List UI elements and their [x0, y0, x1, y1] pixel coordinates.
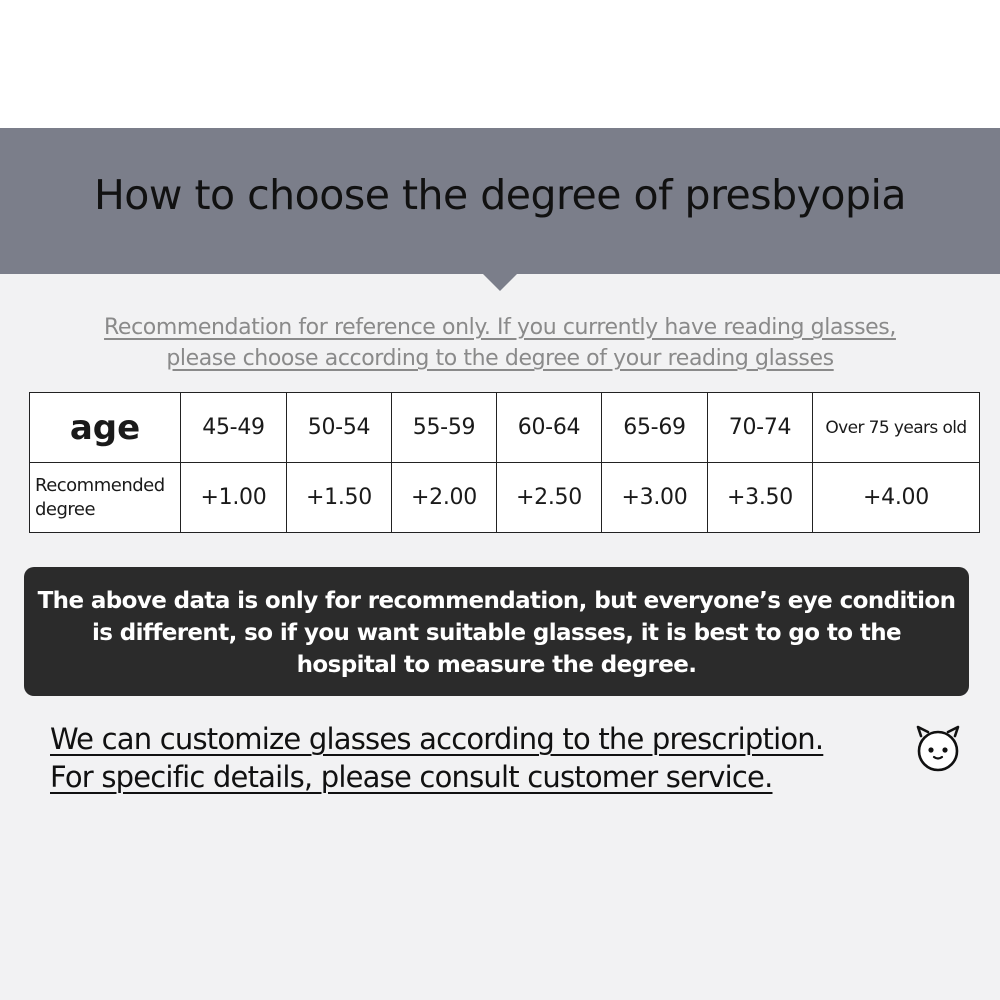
table-row-degree — [30, 463, 980, 533]
header-pointer — [482, 273, 518, 291]
notice-box — [24, 567, 969, 696]
degree-cell: +4.00 — [813, 463, 980, 533]
degree-cell: +3.00 — [602, 463, 708, 533]
customize-message — [50, 720, 930, 796]
degree-cell: +1.00 — [181, 463, 287, 533]
degree-header — [30, 463, 181, 533]
age-cell: 60-64 — [497, 393, 602, 463]
notice-line-3: hospital to measure the degree. — [296, 652, 697, 678]
table-row-age — [30, 393, 980, 463]
notice-line-2: is different, so if you want suitable glasses, it is best to go to the — [91, 620, 902, 646]
degree-cell: +2.00 — [392, 463, 497, 533]
reference-note-line-2: please choose according to the degree of your reading glasses — [166, 346, 834, 371]
customize-line-2: For specific details, please consult customer service. — [50, 760, 773, 794]
page-title: How to choose the degree of presbyopia — [93, 171, 907, 219]
degree-header-line-2: degree — [35, 498, 96, 520]
customize-line-1: We can customize glasses according to the prescription. — [50, 722, 824, 756]
notice-line-1: The above data is only for recommendation, but everyone’s eye condition — [37, 588, 956, 614]
age-cell: 55-59 — [392, 393, 497, 463]
age-cell: 70-74 — [708, 393, 813, 463]
degree-table — [29, 392, 980, 533]
top-white-space — [0, 0, 1000, 128]
degree-cell: +3.50 — [708, 463, 813, 533]
degree-cell: +1.50 — [287, 463, 392, 533]
age-cell: 45-49 — [181, 393, 287, 463]
age-cell: 50-54 — [287, 393, 392, 463]
smiley-face-icon — [912, 722, 964, 774]
reference-note-line-1: Recommendation for reference only. If you currently have reading glasses, — [104, 315, 896, 340]
age-cell: Over 75 years old — [813, 393, 980, 463]
reference-note — [0, 312, 1000, 374]
age-header: age — [30, 393, 181, 463]
degree-header-line-1: Recommended — [35, 474, 165, 496]
degree-cell: +2.50 — [497, 463, 602, 533]
age-cell: 65-69 — [602, 393, 708, 463]
